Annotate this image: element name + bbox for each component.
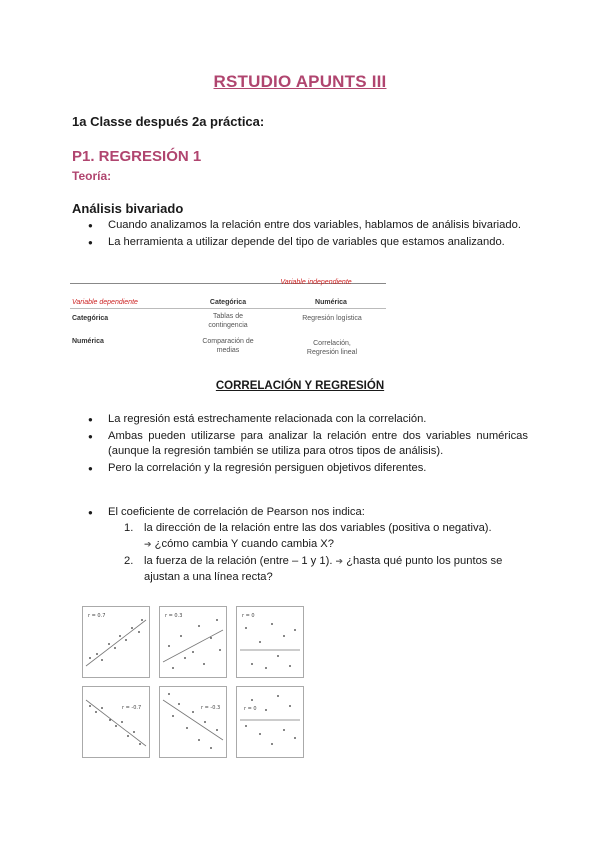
plot-label: r = -0.7 xyxy=(122,705,142,711)
scatter-plot-positive-strong xyxy=(82,606,150,678)
scatter-plot-negative-weak xyxy=(159,686,227,758)
list-item: ● La herramienta a utilizar depende del tipo de variables que estamos analizando. xyxy=(88,235,528,251)
item-text: la fuerza de la relación (entre – 1 y 1). xyxy=(144,555,333,567)
scatter-plot-zero-b xyxy=(236,686,304,758)
bivariate-bullet-list xyxy=(88,218,528,251)
list-item: ● Ambas pueden utilizarse para analizar la relación entre dos variables numéricas (aunque la regresión también se utiliza para otros tipos de análisis). xyxy=(88,429,528,460)
pearson-numbered-list xyxy=(124,521,532,587)
bivariate-heading: Análisis bivariado xyxy=(72,201,184,216)
document-title: RSTUDIO APUNTS III xyxy=(213,72,387,91)
table-cell-contingencia-1: Tablas de xyxy=(213,313,243,320)
table-cell-medias-1: Comparación de xyxy=(202,338,254,345)
plot-label: r = -0.3 xyxy=(201,705,221,711)
item-subtext: ¿cómo cambia Y cuando cambia X? xyxy=(154,537,334,550)
table-cell-lineal-1: Correlación, xyxy=(313,340,351,347)
table-header-rule xyxy=(70,308,386,309)
plot-label: r = 0 xyxy=(242,613,255,619)
list-item xyxy=(124,521,532,552)
table-header-independent: Variable independiente xyxy=(280,279,352,286)
analysis-type-table xyxy=(70,279,386,359)
item-number: 1. xyxy=(124,522,134,534)
scatter-plots-figure xyxy=(82,606,304,758)
list-item xyxy=(124,554,532,585)
item-subtext: ¿hasta qué punto los puntos se ajustan a una línea recta? xyxy=(144,555,503,583)
plot-label: r = 0.3 xyxy=(165,613,183,619)
pearson-bullet-list xyxy=(88,505,528,522)
table-row-numerica: Numérica xyxy=(72,338,104,345)
scatter-plot-positive-weak xyxy=(159,606,227,678)
section-heading-p1: P1. REGRESIÓN 1 xyxy=(72,148,202,165)
list-item: ● Cuando analizamos la relación entre dos variables, hablamos de análisis bivariado. xyxy=(88,218,528,234)
table-cell-logistica: Regresión logística xyxy=(302,315,362,322)
table-cell-contingencia-2: contingencia xyxy=(208,322,248,329)
item-number: 2. xyxy=(124,555,134,567)
item-text: la dirección de la relación entre las dos variables (positiva o negativa). xyxy=(144,522,492,534)
scatter-plot-zero-a xyxy=(236,606,304,678)
list-item: ● Pero la correlación y la regresión persiguen objetivos diferentes. xyxy=(88,461,528,477)
arrow-icon: ➔ xyxy=(335,556,344,566)
plot-label: r = 0.7 xyxy=(88,613,106,619)
table-cell-lineal-2: Regresión lineal xyxy=(306,349,358,356)
scatter-plot-negative-strong xyxy=(82,686,150,758)
table-col-numerica: Numérica xyxy=(315,299,347,306)
theory-heading: Teoría: xyxy=(72,169,112,183)
table-row-categorica: Categórica xyxy=(72,315,109,322)
plot-label: r = 0 xyxy=(244,706,257,712)
table-cell-medias-2: medias xyxy=(216,347,240,354)
table-header-dependent: Variable dependiente xyxy=(72,299,138,306)
list-item: ● La regresión está estrechamente relacionada con la correlación. xyxy=(88,412,528,428)
correlation-bullet-list xyxy=(88,412,528,477)
class-subtitle: 1a Classe después 2a práctica: xyxy=(72,114,265,129)
correlation-section-title: CORRELACIÓN Y REGRESIÓN xyxy=(215,380,385,392)
table-col-categorica: Categórica xyxy=(209,299,247,306)
arrow-icon: ➔ xyxy=(144,538,152,549)
list-item: ● El coeficiente de correlación de Pearson nos indica: xyxy=(88,505,528,521)
